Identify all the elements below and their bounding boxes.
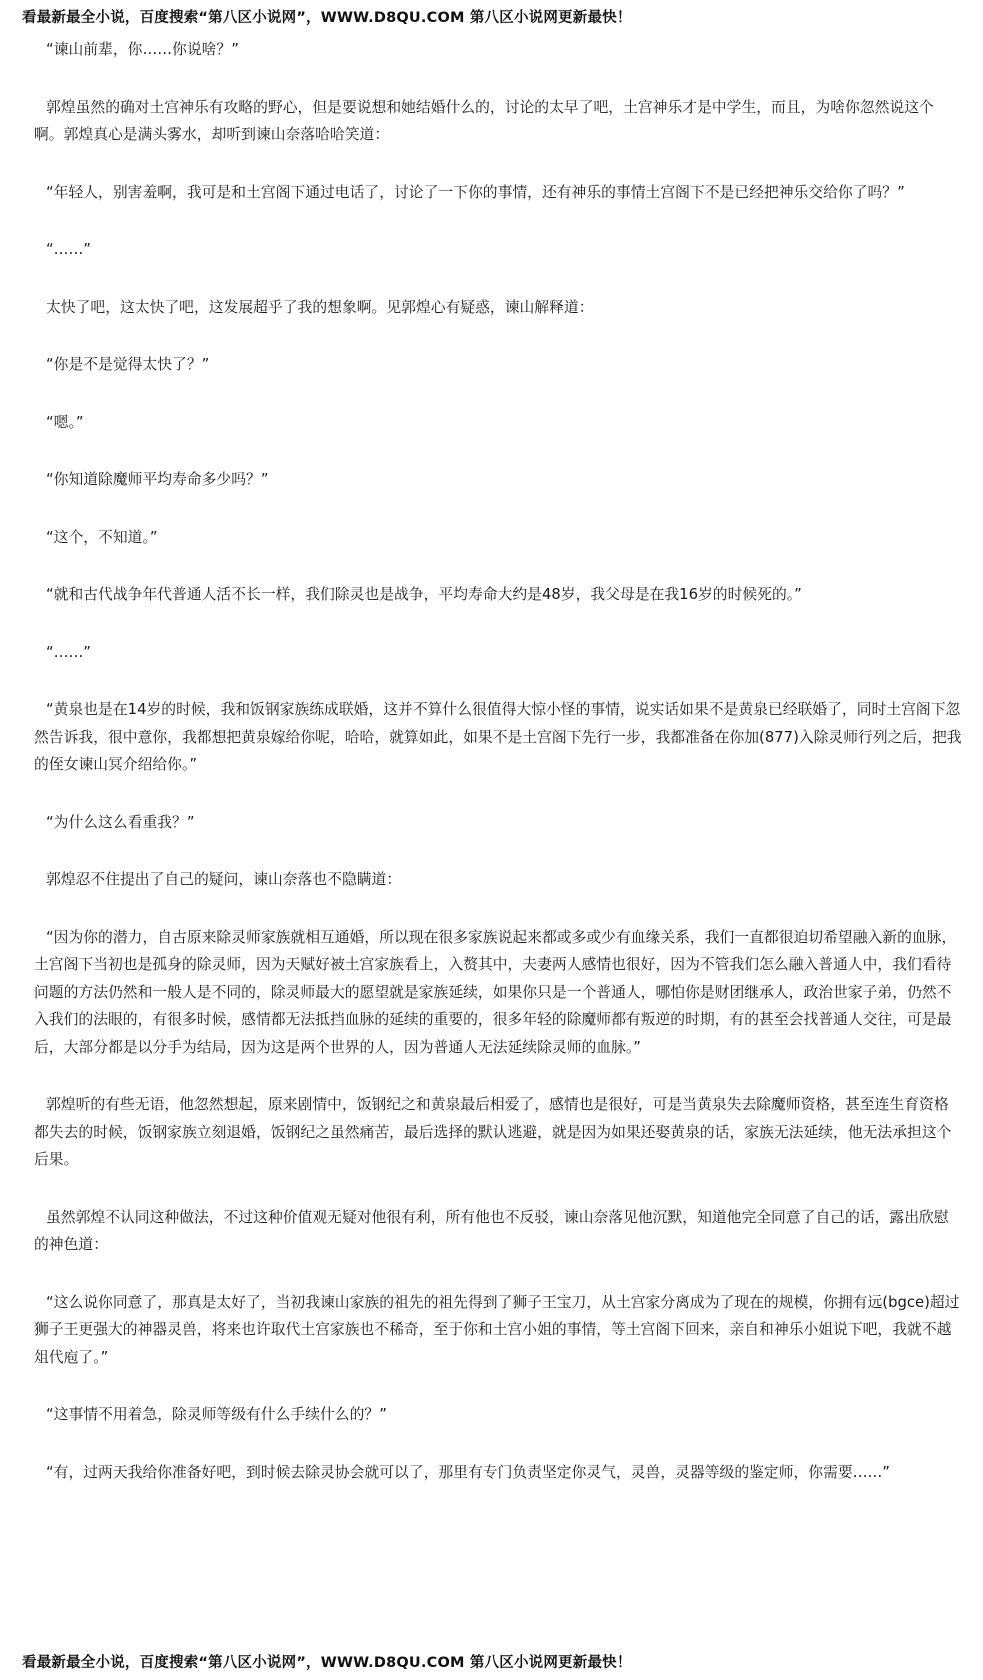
paragraph-18: “这么说你同意了，那真是太好了，当初我谏山家族的祖先的祖先得到了狮子王宝刀，从土宫家分离成为了现在的规模，你拥有远(bgce)超过狮子王更强大的神器灵兽，将来也许取代土宫家族也不稀奇，至于你和土宫小姐的事情，等土宫阁下回来，亲自和神乐小姐说下吧，我就不越俎代庖了。” (34, 1293, 960, 1366)
paragraph-4: “……” (46, 241, 91, 258)
paragraph-1: “谏山前辈，你……你说啥？” (46, 41, 239, 58)
paragraph-5: 太快了吧，这太快了吧，这发展超乎了我的想象啊。见郭煌心有疑惑，谏山解释道： (46, 298, 594, 316)
paragraph-3: “年轻人，别害羞啊，我可是和土宫阁下通过电话了，讨论了一下你的事情，还有神乐的事情土宫阁下不是已经把神乐交给你了吗？” (46, 183, 905, 201)
paragraph-8: “你知道除魔师平均寿命多少吗？” (46, 471, 269, 488)
paragraph-11: “……” (46, 643, 91, 661)
paragraph-9: “这个，不知道。” (46, 528, 158, 546)
paragraph-14: 郭煌忍不住提出了自己的疑问，谏山奈落也不隐瞒道： (46, 871, 402, 888)
paragraph-16: 郭煌听的有些无语，他忽然想起，原来剧情中，饭钢纪之和黄泉最后相爱了，感情也是很好，可是当黄泉失去除魔师资格，甚至连生育资格都失去的时候，饭钢家族立刻退婚，饭钢纪之虽然痛苦，最后选择的默认逃避，就是因为如果还娶黄泉的话，家族无法延续，他无法承担这个后果。 (34, 1096, 952, 1168)
paragraph-6: “你是不是觉得太快了？” (46, 356, 210, 373)
paragraph-12: “黄泉也是在14岁的时候，我和饭钢家族练成联婚，这并不算什么很值得大惊小怪的事情，说实话如果不是黄泉已经联婚了，同时土宫阁下忽然告诉我，很中意你，我都想把黄泉嫁给你呢，哈哈，就算如此，如果不是土宫阁下先行一步，我都准备在你加(877)入除灵师行列之后，把我的侄女谏山冥介绍给你。” (34, 701, 962, 773)
paragraph-15: “因为你的潜力，自古原来除灵师家族就相互通婚，所以现在很多家族说起来都或多或少有血缘关系，我们一直都很迫切希望融入新的血脉，土宫阁下当初也是孤身的除灵师，因为天赋好被土宫家族看上，入赘其中，夫妻两人感情也很好，因为不管我们怎么融入普通人中，我们看待问题的方法仍然和一般人是不同的，除灵师最大的愿望就是家族延续，如果你只是一个普通人，哪怕你是财团继承人，政治世家子弟，仍然不入我们的法眼的，有很多时候，感情都无法抵挡血脉的延续的重要的，很多年轻的除魔师都有叛逆的时期，有的甚至会找普通人交往，可是最后，大部分都是以分手为结局，因为这是两个世界的人，因为普通人无法延续除灵师的血脉。” (34, 928, 957, 1056)
paragraph-2: 郭煌虽然的确对土宫神乐有攻略的野心，但是要说想和她结婚什么的，讨论的太早了吧，土宫神乐才是中学生，而且，为啥你忽然说这个啊。郭煌真心是满头雾水，却听到谏山奈落哈哈笑道： (34, 98, 934, 143)
paragraph-19: “这事情不用着急，除灵师等级有什么手续什么的？” (46, 1406, 387, 1423)
chapter-text (34, 36, 962, 1516)
paragraph-10: “就和古代战争年代普通人活不长一样，我们除灵也是战争，平均寿命大约是48岁，我父母是在我16岁的时候死的。” (46, 586, 802, 603)
paragraph-20: “有，过两天我给你准备好吧，到时候去除灵协会就可以了，那里有专门负责坚定你灵气，灵兽，灵器等级的鉴定师，你需要……” (46, 1463, 890, 1481)
paragraph-7: “嗯。” (46, 413, 84, 431)
paragraph-13: “为什么这么看重我？” (46, 813, 195, 831)
bottom-site-banner: 看最新最全小说，百度搜索“第八区小说网”，WWW.D8QU.COM 第八区小说网更新最快！ (22, 1655, 632, 1671)
top-site-banner: 看最新最全小说，百度搜索“第八区小说网”，WWW.D8QU.COM 第八区小说网更新最快！ (22, 10, 632, 26)
paragraph-17: 虽然郭煌不认同这种做法，不过这种价值观无疑对他很有利，所有他也不反驳，谏山奈落见他沉默，知道他完全同意了自己的话，露出欣慰的神色道： (34, 1208, 949, 1253)
